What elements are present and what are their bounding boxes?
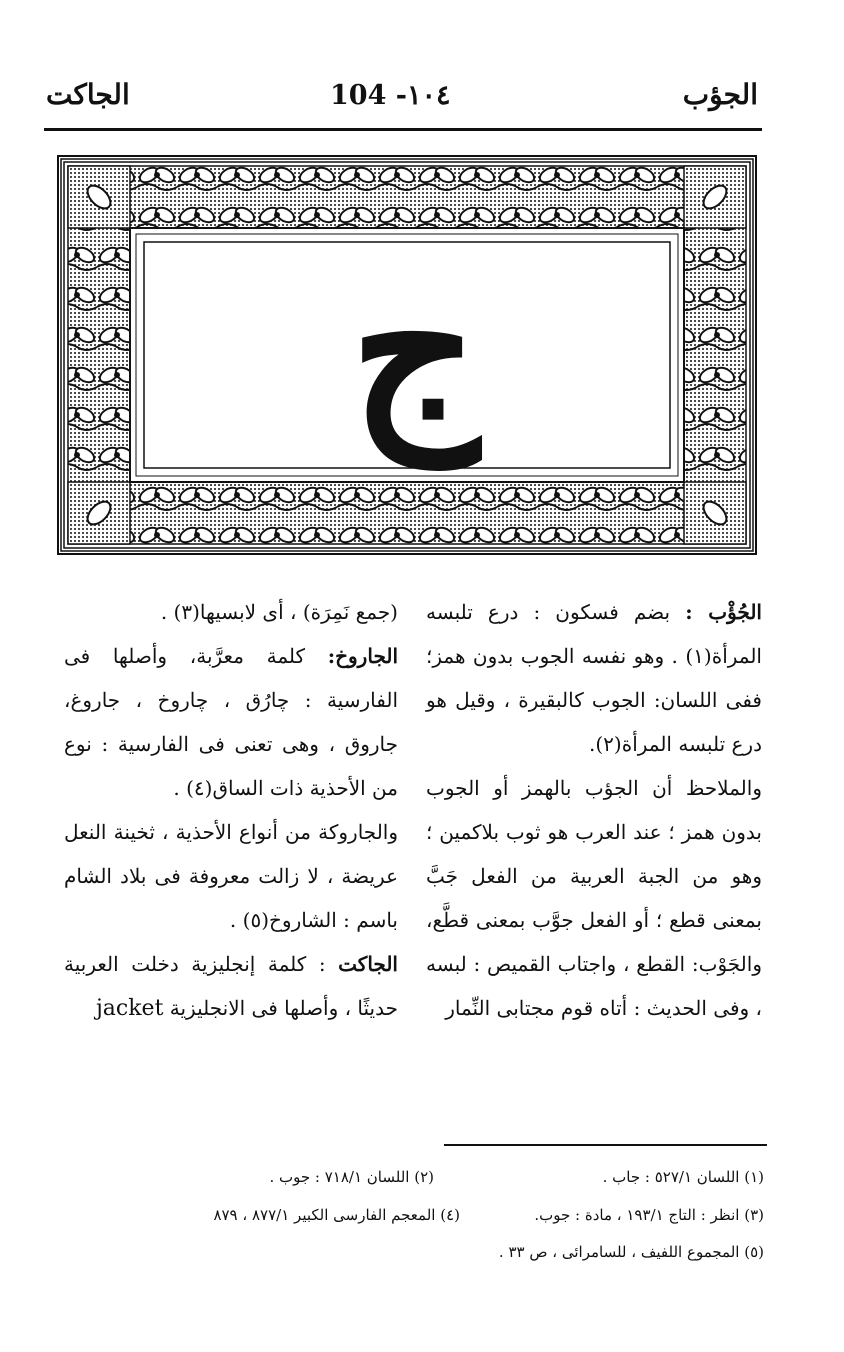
entry-text: والملاحظ أن الجؤب بالهمز أو الجوب بدون همز ؛ عند العرب هو ثوب بلاكمين ؛ وهو من الجبة العربية من الفعل جَبَّ بمعنى قطع ؛ أو الفعل جوَّب بمعنى قطَّع، والجَوْب: القطع ، واجتاب القميص : لبسه ، وفى الحديث : أتاه قوم مجتابى النِّمار — [426, 776, 762, 1020]
text-column-right — [426, 590, 762, 1030]
entry-text: والجاروكة من أنواع الأحذية ، ثخينة النعل عريضة ، لا زالت معروفة فى بلاد الشام باسم : الشاروخ(٥) . — [64, 820, 398, 932]
entry-term: الجُؤْب : — [685, 600, 762, 624]
footnote-4: (٤) المعجم الفارسى الكبير ٨٧٧/١ ، ٨٧٩ — [213, 1206, 460, 1224]
entry-text: (جمع نَمِرَة) ، أى لابسيها(٣) . — [160, 600, 398, 624]
entry-paragraph — [64, 634, 398, 810]
entry-text: : كلمة إنجليزية دخلت العربية حديثًا ، وأصلها فى الانجليزية — [64, 952, 398, 1020]
footnote-5: (٥) المجموع اللفيف ، للسامرائى ، ص ٣٣ . — [498, 1243, 764, 1261]
header-headword-first: الجؤب — [682, 78, 758, 111]
footnote-2: (٢) اللسان ٧١٨/١ : جوب . — [269, 1168, 434, 1186]
entry-paragraph — [64, 942, 398, 1031]
entry-term: الجاكت — [338, 952, 398, 976]
entry-paragraph — [426, 766, 762, 1030]
entry-text: بضم فسكون : درع تلبسه المرأة(١) . وهو نفسه الجوب بدون همز؛ ففى اللسان: الجوب كالبقيرة ، وقيل هو درع تلبسه المرأة(٢). — [426, 600, 762, 756]
entry-term: الجاروخ: — [327, 644, 398, 668]
entry-paragraph — [64, 590, 398, 634]
footnote-rule — [444, 1144, 767, 1146]
entry-paragraph — [64, 810, 398, 942]
entry-paragraph — [426, 590, 762, 766]
english-word: jacket — [95, 996, 164, 1021]
entry-text: كلمة معرَّبة، وأصلها فى الفارسية : چارُق ، چاروخ ، جاروغ، جاروق ، وهى تعنى فى الفارسية : نوع من الأحذية ذات الساق(٤) . — [64, 644, 398, 800]
page-header — [0, 0, 844, 140]
header-rule — [44, 128, 762, 131]
section-letter: ج — [350, 232, 480, 467]
text-column-left — [64, 590, 398, 1031]
footnote-3: (٣) انظر : التاج ١٩٣/١ ، مادة : جوب. — [534, 1206, 764, 1224]
page-number: 104 -١٠٤ — [330, 80, 451, 111]
footnote-1: (١) اللسان ٥٢٧/١ : جاب . — [602, 1168, 764, 1186]
header-headword-last: الجاكت — [46, 78, 130, 111]
